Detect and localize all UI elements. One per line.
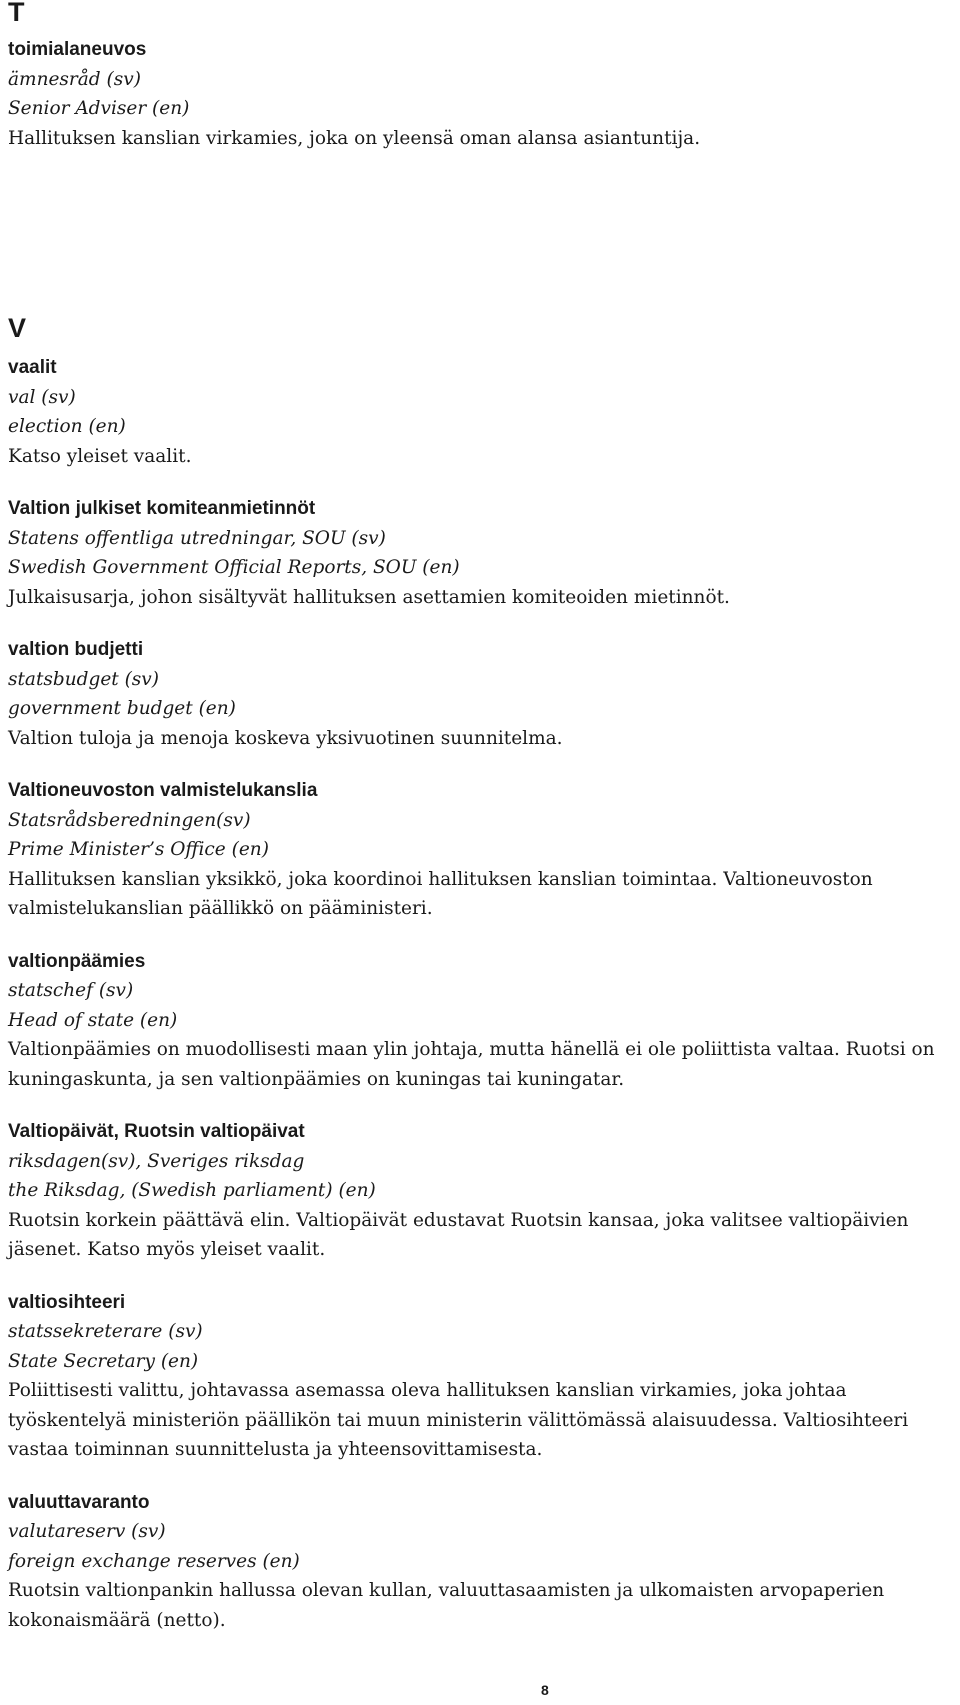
entry-term: Valtiopäivät, Ruotsin valtiopäivat [8, 1121, 305, 1142]
entry-swedish: statssekreterare (sv) [8, 1321, 203, 1342]
entry-english: the Riksdag, (Swedish parliament) (en) [8, 1180, 376, 1201]
entry-spacer [8, 1265, 953, 1288]
entry-term: Valtion julkiset komiteanmietinnöt [8, 498, 316, 519]
entry-definition: Ruotsin korkein päättävä elin. Valtiopäivät edustavat Ruotsin kansaa, joka valitsee valtiopäivien jäsenet. Katso myös yleiset vaalit. [8, 1209, 909, 1260]
entry-definition: Valtion tuloja ja menoja koskeva yksivuotinen suunnitelma. [8, 727, 563, 749]
entry-spacer [8, 1094, 953, 1117]
entry-spacer [8, 753, 953, 776]
entry-english: foreign exchange reserves (en) [8, 1550, 300, 1572]
glossary-entry-valtiosihteeri [8, 1288, 953, 1465]
glossary-entry-valtioneuvoston-valmistelukanslia [8, 776, 953, 924]
glossary-page [8, 0, 953, 1635]
entry-swedish: Statens offentliga utredningar, SOU (sv) [8, 527, 386, 549]
section-letter-t: T [8, 0, 25, 27]
entry-english: election (en) [8, 416, 126, 437]
entry-term: toimialaneuvos [8, 39, 147, 60]
entry-definition: Katso yleiset vaalit. [8, 445, 192, 467]
entry-swedish: statsbudget (sv) [8, 668, 159, 690]
glossary-entry-valtion-budjetti [8, 635, 953, 753]
entry-term: valtion budjetti [8, 639, 144, 660]
glossary-entry-toimialaneuvos [8, 35, 953, 153]
entry-term: valuuttavaranto [8, 1491, 150, 1513]
entry-spacer [8, 1465, 953, 1488]
glossary-entry-valuuttavaranto [8, 1488, 953, 1636]
entry-swedish: Statsrådsberedningen(sv) [8, 809, 251, 831]
entry-swedish: statschef (sv) [8, 980, 134, 1001]
entry-swedish: ämnesråd (sv) [8, 68, 141, 90]
entry-english: government budget (en) [8, 698, 236, 719]
entry-term: valtionpäämies [8, 950, 146, 972]
entry-definition: Valtionpäämies on muodollisesti maan ylin johtaja, mutta hänellä ei ole poliittista valtaa. Ruotsi on kuningaskunta, ja sen valtionpäämies on kuningas tai kuningatar. [8, 1039, 935, 1090]
glossary-entry-valtionpaamies [8, 947, 953, 1095]
entry-definition: Hallituksen kanslian virkamies, joka on yleensä oman alansa asiantuntija. [8, 127, 701, 149]
section-letter-v: V [8, 313, 27, 343]
entry-definition: Ruotsin valtionpankin hallussa olevan kullan, valuuttasaamisten ja ulkomaisten arvopaperien kokonaismäärä (netto). [8, 1580, 885, 1631]
entry-swedish: val (sv) [8, 386, 76, 408]
entry-english: Swedish Government Official Reports, SOU (en) [8, 557, 460, 578]
entry-term: valtiosihteeri [8, 1291, 126, 1313]
entry-spacer [8, 924, 953, 947]
entry-definition: Poliittisesti valittu, johtavassa asemassa oleva hallituksen kanslian virkamies, joka johtaa työskentelyä ministeriön päällikön tai muun ministerin välittömässä alaisuudessa. Valtiosihteeri vastaa toiminnan suunnittelusta ja yhteensovittamisesta. [8, 1380, 909, 1460]
glossary-entry-vaalit [8, 353, 953, 471]
glossary-entry-valtion-julkiset-komiteanmietinnot [8, 494, 953, 612]
glossary-entry-valtiopaivat [8, 1117, 953, 1265]
entry-swedish: riksdagen(sv), Sveriges riksdag [8, 1150, 305, 1172]
entry-english: Prime Minister’s Office (en) [8, 839, 269, 860]
entry-term: Valtioneuvoston valmistelukanslia [8, 780, 318, 801]
entry-english: Senior Adviser (en) [8, 98, 190, 119]
entry-spacer [8, 612, 953, 635]
entry-term: vaalit [8, 357, 57, 378]
entry-spacer [8, 471, 953, 494]
entry-english: Head of state (en) [8, 1009, 178, 1031]
page-number: 8 [541, 1682, 549, 1698]
entry-swedish: valutareserv (sv) [8, 1521, 166, 1542]
entry-definition: Julkaisusarja, johon sisältyvät hallituksen asettamien komiteoiden mietinnöt. [8, 586, 730, 608]
entry-english: State Secretary (en) [8, 1350, 199, 1372]
entry-definition: Hallituksen kanslian yksikkö, joka koordinoi hallituksen kanslian toimintaa. Valtioneuvoston valmistelukanslian päällikkö on pääministeri. [8, 868, 873, 919]
